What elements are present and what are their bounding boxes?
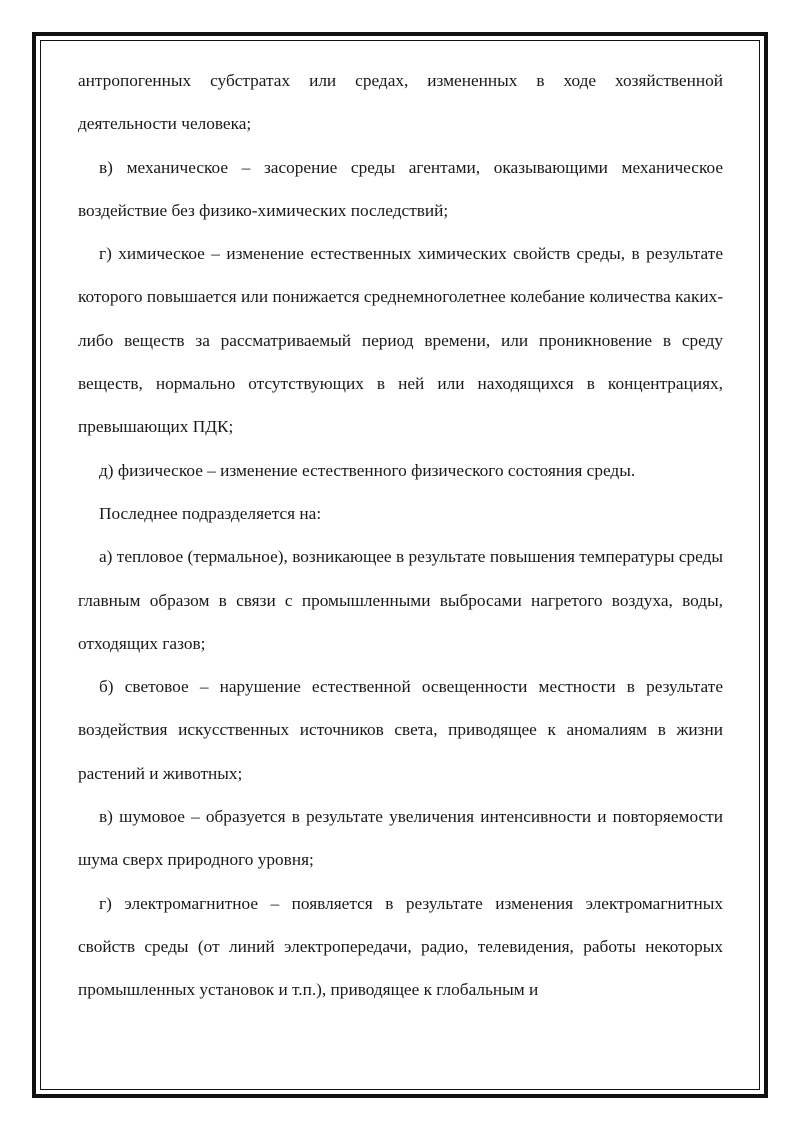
paragraph-chemical: г) химическое – изменение естественных химических свойств среды, в результате которого повышается или понижается среднемноголетнее колебание количества каких-либо веществ за рассматриваемый период времени, или проникновение в среду веществ, нормально отсутствующих в ней или находящихся в концентрациях, превышающих ПДК; (78, 244, 723, 437)
paragraph-electromagnetic: г) электромагнитное – появляется в результате изменения электромагнитных свойств среды (от линий электропередачи, радио, телевидения, работы некоторых промышленных установок и т.п.), приводящее к глобальным и (78, 893, 723, 1000)
paragraph-physical: д) физическое – изменение естественного физического состояния среды. (99, 460, 636, 480)
paragraph-thermal: а) тепловое (термальное), возникающее в результате повышения температуры среды главным образом в связи с промышленными выбросами нагретого воздуха, воды, отходящих газов; (78, 547, 723, 653)
paragraph-noise: в) шумовое – образуется в результате увеличения интенсивности и повторяемости шума сверх природного уровня; (78, 807, 723, 870)
paragraph-subdivision-intro: Последнее подразделяется на: (99, 503, 322, 523)
paragraph-continuation: антропогенных субстратах или средах, измененных в ходе хозяйственной деятельности человека; (78, 71, 723, 134)
document-body (78, 59, 723, 1012)
paragraph-mechanical: в) механическое – засорение среды агентами, оказывающими механическое воздействие без физико-химических последствий; (78, 157, 723, 220)
paragraph-light: б) световое – нарушение естественной освещенности местности в результате воздействия искусственных источников света, приводящее к аномалиям в жизни растений и животных; (78, 677, 723, 783)
